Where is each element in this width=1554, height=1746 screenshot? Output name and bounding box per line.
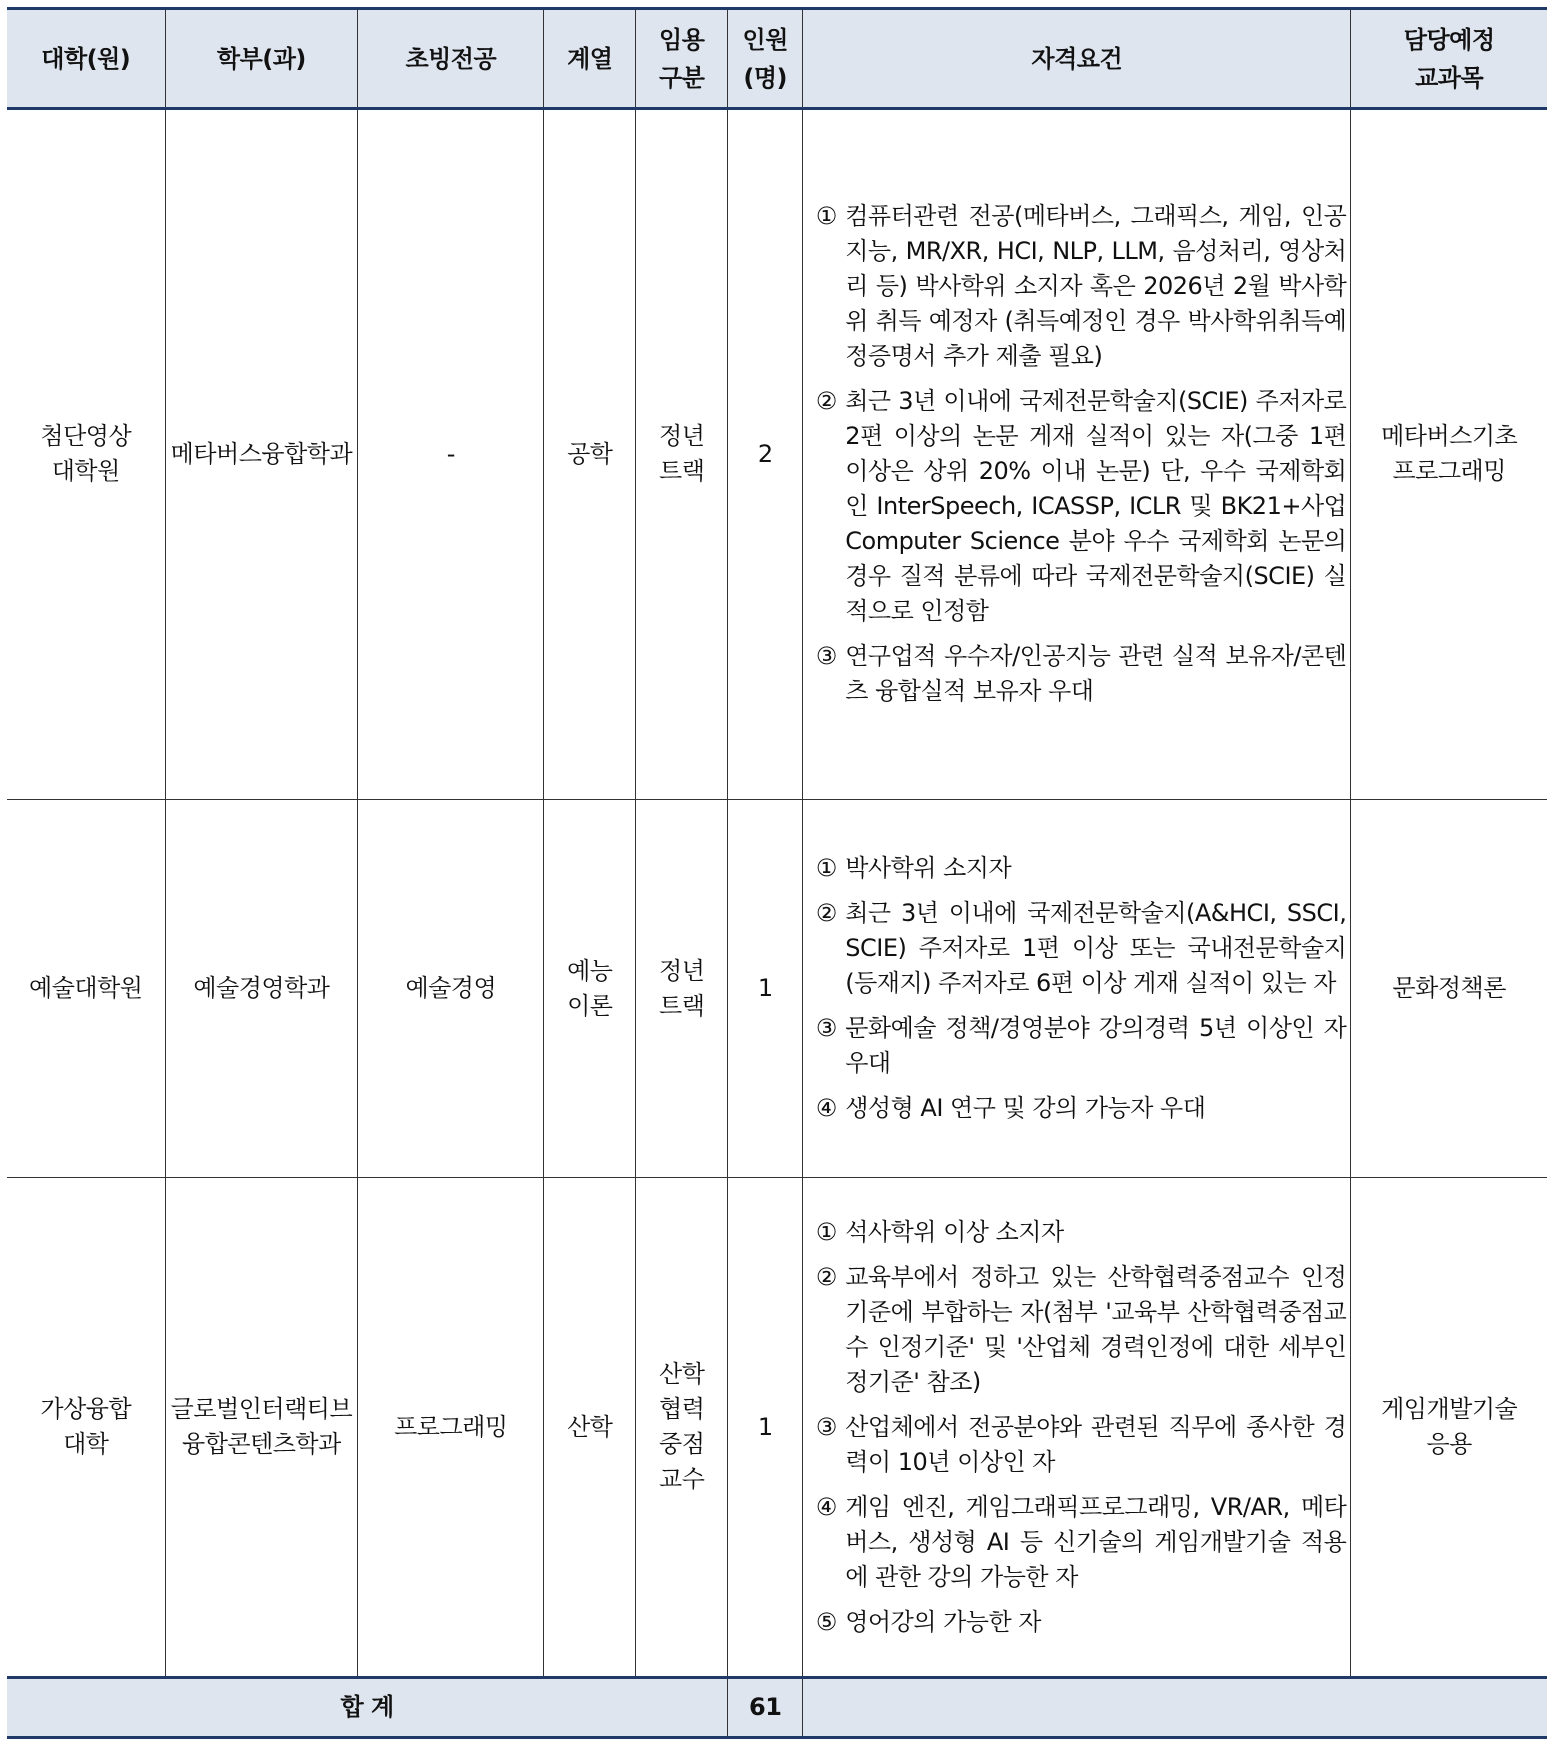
major-cell: 예술경영 bbox=[358, 799, 544, 1177]
college-cell: 예술대학원 bbox=[7, 799, 165, 1177]
requirements-cell bbox=[803, 109, 1351, 800]
requirement-text: 최근 3년 이내에 국제전문학술지(A&HCI, SSCI, SCIE) 주저자로 1편 이상 또는 국내전문학술지(등재지) 주저자로 6편 이상 게재 실적이 있는 자 bbox=[845, 899, 1347, 998]
requirement-number: ② bbox=[815, 899, 837, 928]
requirement-number: ② bbox=[815, 1262, 837, 1291]
header-qualifications: 자격요건 bbox=[803, 9, 1351, 109]
requirement-text: 최근 3년 이내에 국제전문학술지(SCIE) 주저자로 2편 이상의 논문 게재 실적이 있는 자(그중 1편 이상은 상위 20% 이내 논문) 단, 우수 국제학회인 InterSpeech, ICASSP, ICLR 및 BK21+사업 Computer Science 분야 우수 국제학회 논문의 경우 질적 분류에 따라 국제전문학술지(SCIE) 실적으로 인정함 bbox=[845, 387, 1347, 626]
total-label: 합 계 bbox=[7, 1678, 728, 1738]
requirement-item bbox=[807, 1490, 1346, 1595]
requirement-text: 생성형 AI 연구 및 강의 가능자 우대 bbox=[845, 1094, 1206, 1123]
department-cell: 메타버스융합학과 bbox=[165, 109, 358, 800]
requirement-number: ③ bbox=[815, 642, 837, 671]
requirement-number: ④ bbox=[815, 1094, 837, 1123]
requirement-number: ④ bbox=[815, 1492, 837, 1521]
requirement-text: 게임 엔진, 게임그래픽프로그래밍, VR/AR, 메타버스, 생성형 AI 등 신기술의 게임개발기술 적용에 관한 강의 가능한 자 bbox=[845, 1492, 1347, 1591]
requirement-text: 문화예술 정책/경영분야 강의경력 5년 이상인 자 우대 bbox=[845, 1014, 1347, 1078]
header-college: 대학(원) bbox=[7, 9, 165, 109]
requirement-item bbox=[807, 199, 1346, 374]
requirement-item bbox=[807, 1091, 1346, 1126]
requirement-item bbox=[807, 1605, 1346, 1640]
requirement-number: ① bbox=[815, 854, 837, 883]
college-cell: 첨단영상 대학원 bbox=[7, 109, 165, 800]
subject-cell: 문화정책론 bbox=[1351, 799, 1547, 1177]
appointment-type-cell: 정년 트랙 bbox=[636, 799, 728, 1177]
field-cell: 산학 bbox=[544, 1178, 636, 1678]
requirement-number: ① bbox=[815, 202, 837, 231]
college-cell: 가상융합 대학 bbox=[7, 1178, 165, 1678]
requirement-number: ③ bbox=[815, 1014, 837, 1043]
header-subject: 담당예정 교과목 bbox=[1351, 9, 1547, 109]
total-value: 61 bbox=[728, 1678, 803, 1738]
requirement-item bbox=[807, 851, 1346, 886]
headcount-cell: 1 bbox=[728, 1178, 803, 1678]
field-cell: 공학 bbox=[544, 109, 636, 800]
requirement-text: 산업체에서 전공분야와 관련된 직무에 종사한 경력이 10년 이상인 자 bbox=[845, 1412, 1347, 1476]
table-row bbox=[7, 109, 1547, 800]
table-row bbox=[7, 799, 1547, 1177]
requirement-item bbox=[807, 1215, 1346, 1250]
requirement-text: 교육부에서 정하고 있는 산학협력중점교수 인정기준에 부합하는 자(첨부 '교육부 산학협력중점교수 인정기준' 및 '산업체 경력인정에 대한 세부인정기준' 참조) bbox=[845, 1262, 1347, 1396]
requirement-text: 석사학위 이상 소지자 bbox=[845, 1217, 1064, 1246]
total-row bbox=[7, 1678, 1547, 1738]
requirement-text: 박사학위 소지자 bbox=[845, 854, 1012, 883]
header-headcount: 인원 (명) bbox=[728, 9, 803, 109]
total-empty-cell bbox=[803, 1678, 1547, 1738]
requirement-item bbox=[807, 1011, 1346, 1081]
recruitment-table bbox=[7, 7, 1547, 1739]
headcount-cell: 1 bbox=[728, 799, 803, 1177]
appointment-type-cell: 산학 협력 중점 교수 bbox=[636, 1178, 728, 1678]
requirement-text: 연구업적 우수자/인공지능 관련 실적 보유자/콘텐츠 융합실적 보유자 우대 bbox=[845, 642, 1347, 706]
headcount-cell: 2 bbox=[728, 109, 803, 800]
department-cell: 글로벌인터랙티브 융합콘텐츠학과 bbox=[165, 1178, 358, 1678]
requirements-cell bbox=[803, 799, 1351, 1177]
major-cell: 프로그래밍 bbox=[358, 1178, 544, 1678]
requirement-item bbox=[807, 384, 1346, 629]
requirement-text: 컴퓨터관련 전공(메타버스, 그래픽스, 게임, 인공지능, MR/XR, HCI, NLP, LLM, 음성처리, 영상처리 등) 박사학위 소지자 혹은 2026년 2월 박사학위 취득 예정자 (취득예정인 경우 박사학위취득예정증명서 추가 제출 필요) bbox=[845, 202, 1347, 371]
requirement-number: ⑤ bbox=[815, 1607, 837, 1636]
header-major: 초빙전공 bbox=[358, 9, 544, 109]
requirement-text: 영어강의 가능한 자 bbox=[845, 1607, 1041, 1636]
subject-cell: 메타버스기초 프로그래밍 bbox=[1351, 109, 1547, 800]
header-field: 계열 bbox=[544, 9, 636, 109]
requirement-item bbox=[807, 639, 1346, 709]
appointment-type-cell: 정년 트랙 bbox=[636, 109, 728, 800]
requirement-number: ③ bbox=[815, 1412, 837, 1441]
requirement-item bbox=[807, 1410, 1346, 1480]
requirement-number: ① bbox=[815, 1217, 837, 1246]
field-cell: 예능 이론 bbox=[544, 799, 636, 1177]
header-department: 학부(과) bbox=[165, 9, 358, 109]
header-row bbox=[7, 9, 1547, 109]
subject-cell: 게임개발기술 응용 bbox=[1351, 1178, 1547, 1678]
header-appointment-type: 임용 구분 bbox=[636, 9, 728, 109]
requirement-number: ② bbox=[815, 387, 837, 416]
table-row bbox=[7, 1178, 1547, 1678]
requirements-cell bbox=[803, 1178, 1351, 1678]
requirement-item bbox=[807, 1260, 1346, 1400]
department-cell: 예술경영학과 bbox=[165, 799, 358, 1177]
requirement-item bbox=[807, 896, 1346, 1001]
major-cell: - bbox=[358, 109, 544, 800]
